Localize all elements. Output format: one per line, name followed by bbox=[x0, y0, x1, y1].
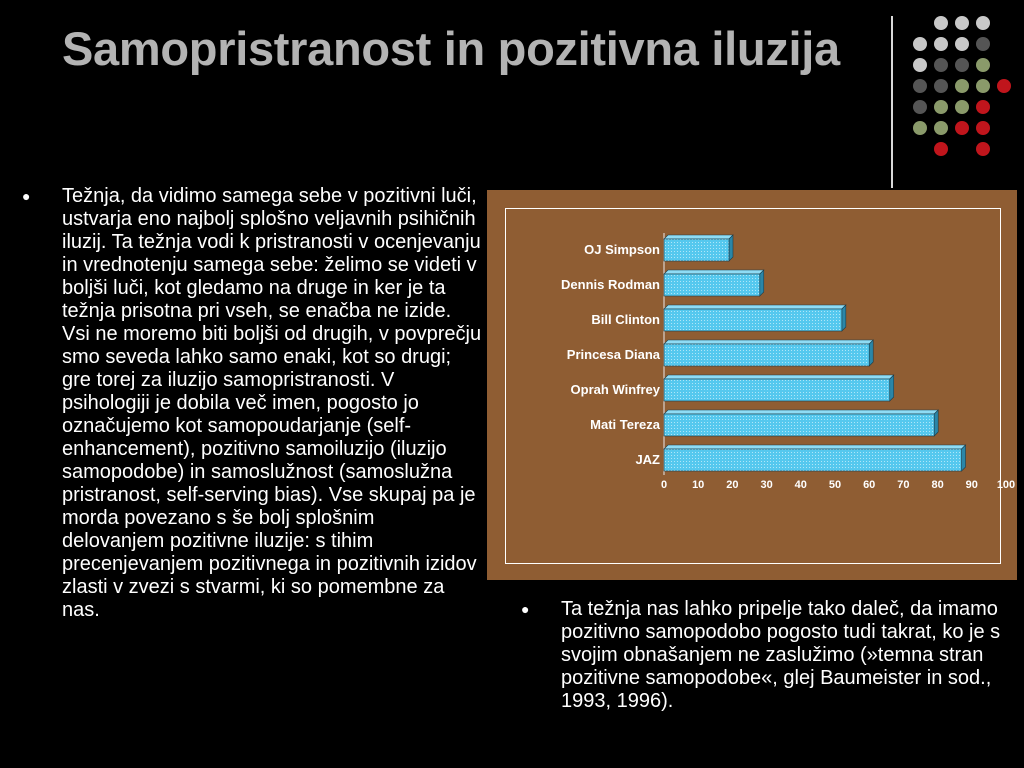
bar bbox=[664, 445, 966, 471]
bar-chart bbox=[506, 209, 1016, 563]
x-tick-label: 100 bbox=[996, 479, 1016, 491]
bullet-icon: ● bbox=[22, 188, 31, 204]
decorative-dot bbox=[913, 121, 927, 135]
x-tick-label: 20 bbox=[726, 479, 739, 491]
bar bbox=[664, 235, 733, 261]
decorative-dot bbox=[934, 100, 948, 114]
bullet-left-text: Težnja, da vidimo samega sebe v pozitivni luči, ustvarja eno najbolj splošno veljavnih psihičnih iluzij. Ta težnja vodi k pristranosti v ocenjevanju in vrednotenju samega sebe: želimo se videti v boljši luči, kot gledamo na druge in ker je ta težnja prisotna pri vseh, se enačba ne izide. Vsi ne moremo biti boljši od drugih, v povprečju smo seveda lahko samo enaki, kot so drugi; gre torej za iluzijo samopristranosti. V psihologiji je dobila več imen, pogosto jo označujemo kot samopoudarjanje (self-enhancement), pozitivno samoiluzijo (iluzijo samopodobe) in samoslužnost (samoslužna pristranost, self-serving bias). Vse skupaj pa je morda povezano s še bolj splošnim delovanjem pozitivne iluzije: s tihim precenjevanjem pozitivnega in pozitivnih izidov zlasti v zvezi s stvarmi, ki so pomembne za nas. bbox=[62, 185, 482, 621]
decorative-dot bbox=[934, 142, 948, 156]
x-tick-label: 60 bbox=[863, 479, 876, 491]
x-tick-label: 70 bbox=[897, 479, 910, 491]
bar bbox=[664, 270, 764, 296]
decorative-dot bbox=[976, 79, 990, 93]
decorative-dot bbox=[934, 37, 948, 51]
decorative-dot bbox=[955, 100, 969, 114]
category-label: Dennis Rodman bbox=[561, 277, 660, 292]
title-divider bbox=[891, 16, 893, 188]
x-tick-label: 10 bbox=[692, 479, 705, 491]
category-label: OJ Simpson bbox=[584, 242, 660, 257]
bar bbox=[664, 305, 846, 331]
x-tick-label: 80 bbox=[931, 479, 944, 491]
decorative-dot bbox=[934, 16, 948, 30]
bar bbox=[664, 375, 894, 401]
decorative-dot bbox=[976, 142, 990, 156]
category-label: Mati Tereza bbox=[590, 417, 660, 432]
bullet-right-text: Ta težnja nas lahko pripelje tako daleč, da imamo pozitivno samopodobo pogosto tudi takrat, ko je s svojim obnašanjem ne zaslužimo (»temna stran pozitivne samopodobe«, glej Baumeister in sod., 1993, 1996). bbox=[561, 598, 1001, 712]
decorative-dot bbox=[976, 37, 990, 51]
category-label: Bill Clinton bbox=[591, 312, 660, 327]
decorative-dot bbox=[913, 79, 927, 93]
x-tick-label: 90 bbox=[965, 479, 978, 491]
decorative-dot bbox=[934, 58, 948, 72]
decorative-dot bbox=[955, 16, 969, 30]
decorative-dot bbox=[955, 58, 969, 72]
category-label: JAZ bbox=[635, 452, 660, 467]
decorative-dot bbox=[976, 121, 990, 135]
bullet-icon: ● bbox=[521, 601, 530, 617]
decorative-dot bbox=[913, 37, 927, 51]
decorative-dot bbox=[913, 58, 927, 72]
decorative-dot bbox=[955, 37, 969, 51]
slide-title: Samopristranost in pozitivna iluzija bbox=[62, 22, 840, 75]
decorative-dot bbox=[976, 16, 990, 30]
decorative-dot bbox=[955, 121, 969, 135]
x-tick-label: 50 bbox=[828, 479, 842, 491]
x-tick-label: 0 bbox=[660, 479, 668, 491]
chart-panel bbox=[487, 190, 1017, 580]
chart-plot-area bbox=[505, 208, 1016, 564]
category-label: Princesa Diana bbox=[566, 347, 660, 362]
bar bbox=[664, 410, 938, 436]
decorative-dot bbox=[976, 58, 990, 72]
decorative-dot bbox=[976, 100, 990, 114]
decorative-dot bbox=[955, 79, 969, 93]
decorative-dot bbox=[934, 121, 948, 135]
decorative-dot bbox=[997, 79, 1011, 93]
category-label: Oprah Winfrey bbox=[570, 382, 660, 397]
decorative-dot bbox=[913, 100, 927, 114]
bar bbox=[664, 340, 873, 366]
x-tick-label: 30 bbox=[760, 479, 773, 491]
decorative-dot bbox=[934, 79, 948, 93]
x-tick-label: 40 bbox=[794, 479, 807, 491]
